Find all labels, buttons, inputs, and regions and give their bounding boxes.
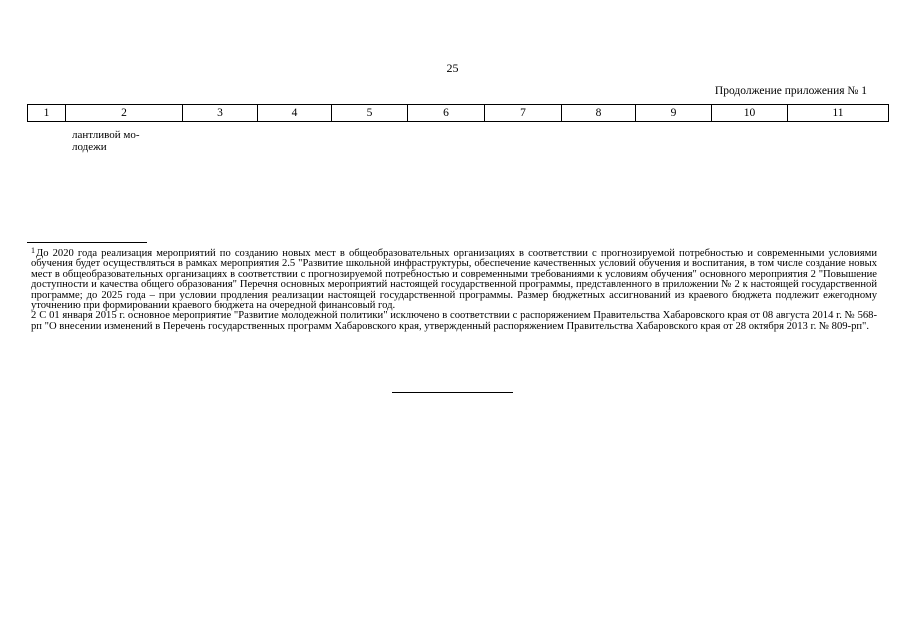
cell-fragment-line: лантливой мо- xyxy=(72,129,140,141)
footnote-1 xyxy=(31,246,877,311)
footnote-text: С 01 января 2015 г. основное мероприятие "Развитие молодежной политики" исключено в соответствии с распоряжением Правительства Хабаровского края от 08 августа 2014 г. № 568-рп "О внесении изменений в Перечень государственных программ Хабаровского края, утвержденный распоряжением Правительства Хабаровского края от 28 октября 2013 г. № 809-рп". xyxy=(31,310,877,332)
table-header-row xyxy=(28,105,889,122)
column-number-cell: 4 xyxy=(258,105,332,122)
column-number-cell: 2 xyxy=(66,105,183,122)
column-number-cell: 9 xyxy=(636,105,712,122)
footnote-2 xyxy=(31,311,877,332)
appendix-continuation-label: Продолжение приложения № 1 xyxy=(714,85,867,97)
column-number-table xyxy=(27,104,889,122)
footnotes-section xyxy=(31,246,877,332)
footnote-separator xyxy=(27,242,147,243)
end-separator xyxy=(392,392,513,393)
footnote-marker: 2 xyxy=(31,310,37,322)
column-number-cell: 8 xyxy=(562,105,636,122)
column-number-cell: 5 xyxy=(332,105,408,122)
page-number: 25 xyxy=(446,61,459,75)
column-number-cell: 3 xyxy=(183,105,258,122)
footnote-marker: 1 xyxy=(31,246,35,255)
column-number-cell: 1 xyxy=(28,105,66,122)
column-number-cell: 10 xyxy=(712,105,788,122)
column-number-cell: 7 xyxy=(485,105,562,122)
column-number-cell: 6 xyxy=(408,105,485,122)
footnote-text: До 2020 года реализация мероприятий по созданию новых мест в общеобразовательных организациях в соответствии с прогнозируемой потребностью и современными условиями обучения будет осуществляться в рамках мероприятия 2.5 "Развитие школьной инфраструктуры, обеспечение качественных условий обучения и воспитания, в том числе создание новых мест в общеобразовательных организациях в соответствии с прогнозируемой потребностью и современными требованиями к условиям обучения" основного мероприятия 2 "Повышение доступности и качества общего образования" Перечня основных мероприятий настоящей государственной программы, представленного в приложении № 2 к настоящей государственной программе; до 2025 года – при условии продления реализации настоящей государственной программы. Размер бюджетных ассигнований из краевого бюджета подлежит ежегодному уточнению при формировании краевого бюджета на очередной финансовый год. xyxy=(31,248,877,312)
table-cell-continuation xyxy=(72,129,182,153)
column-number-cell: 11 xyxy=(788,105,889,122)
cell-fragment-line: лодежи xyxy=(72,141,107,153)
